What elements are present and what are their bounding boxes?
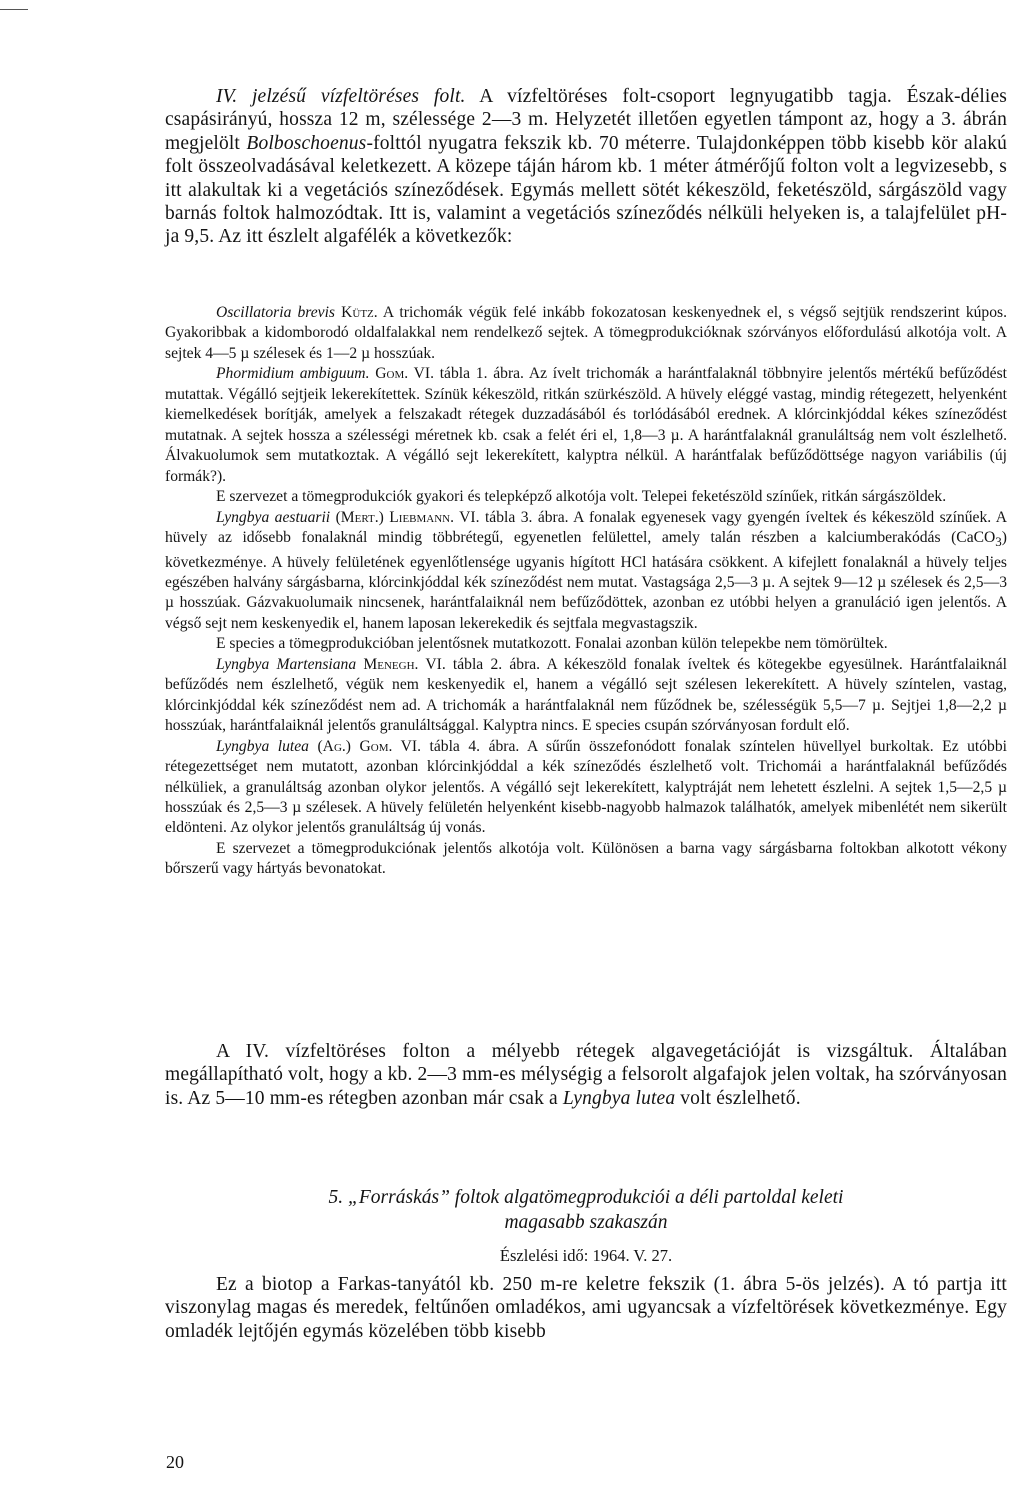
species-entry-lyngbya-lutea: Lyngbya lutea (Ag.) Gom. VI. tábla 4. ábra. A sűrűn összefonódott fonalak színtelen hüvellyel burkoltak. Ez utóbbi rétegezettséget nem mutatott, azonban klórcinkjóddal a kék színeződés észlelhető volt. Trichomái a harántfalaknál befűződés nélküliek, a granuláltság azonban olykor jelentős. A végálló sejt lekerekített, kalyptráját nem lehetett észlelni. A sejtek 1,5—2,5 µ hosszúak és 2,5—3 µ szélesek. A hüvely felületén helyenként kisebb-nagyobb halmazok találhatók, amelyek mibenlétét nem sikerült eldönteni. Az olykor jelentős granuláltság új vonás. <box>165 737 1007 837</box>
section-iv-paragraph: IV. jelzésű vízfeltöréses folt. A vízfeltöréses folt-csoport legnyugatibb tagja. Észak-délies csapásirányú, hossza 12 m, szélessége 2—3 m. Helyzetét illetően egyetlen támpont az, hogy a 3. ábrán megjelölt Bolboschoenus-folttól nyugatra fekszik kb. 70 méterre. Tulajdonképpen több kisebb kör alakú folt összeolvadásával keletkezett. A közepe táján három kb. 1 méter átmérőjű folton volt a legvizesebb, s itt alakultak ki a vegetációs színeződések. Egymás mellett sötét kékeszöld, feketészöld, sárgászöld vagy barnás foltok halmozódtak. Itt is, valamint a vegetációs színeződés nélküli helyeken is, a talajfelület pH-ja 9,5. Az itt észlelt algafélék a következők: <box>165 86 1008 248</box>
species-entry-oscillatoria: Oscillatoria brevis Kütz. A trichomák végük felé inkább fokozatosan keskenyednek el, s végső sejtjük rendszerint kúpos. Gyakoribbak a kidomborodó oldalfalakkal nem rendelkező sejtek. A tömegprodukcióknak szórványos előfordulású alkotója volt. A sejtek 4—5 µ szélesek és 1—2 µ hosszúak. <box>165 304 1007 362</box>
species-list <box>165 303 1007 880</box>
species-author: (Mert.) Liebmann. <box>335 508 455 526</box>
species-author: Kütz. <box>341 304 378 321</box>
page-number: 20 <box>166 1452 184 1472</box>
species-name: Lyngbya Martensiana <box>216 655 357 673</box>
species-author: (Ag.) Gom. <box>317 737 393 755</box>
section-5-heading-line1: 5. „Forráskás” foltok algatömegprodukciói a déli partoldal keleti <box>328 1187 844 1208</box>
species-author: Menegh. <box>363 655 419 673</box>
species-note-lyngbya-aestuarii: E species a tömegprodukcióban jelentősnek mutatkozott. Fonalai azonban külön telepekbe nem tömörültek. <box>216 635 888 653</box>
species-bolboschoenus: Bolboschoenus <box>246 132 367 154</box>
species-entry-phormidium: Phormidium ambiguum. Gom. VI. tábla 1. ábra. Az ívelt trichomák a harántfalaknál többnyire jelentős mértékű befűződést mutattak. Végálló sejtjeik lekerekítettek. Színük kékeszöld, ritkán szürkészöld. A hüvely eléggé vastag, mindig rétegezett, helyenként kiemelkedések borítják, amelyek a felszakadt rétegek duzzadásából és torlódásából erednek. A klórcinkjóddal kékes színeződést mutatnak. A sejtek hossza a szélességi méretnek kb. csak a felét éri el, 1,8—3 µ. A harántfalaknál granuláltság nem volt észlelhető. Álvakuolumok sem mutatkoztak. A végálló sejt lekerekített, kalyptra nélkül. A harántfalak befűződöttsége nagyon variábilis (új formák?). <box>165 365 1008 485</box>
species-lyngbya-lutea: Lyngbya lutea <box>562 1087 676 1109</box>
species-name: Lyngbya aestuarii <box>216 508 331 526</box>
section-5-paragraph: Ez a biotop a Farkas-tanyától kb. 250 m-re keletre fekszik (1. ábra 5-ös jelzés). A tó partja itt viszonylag magas és meredek, feltűnően omladékos, ami ugyancsak a vízfeltörések következménye. Egy omladék lejtőjén egymás közelében több kisebb <box>165 1274 1007 1342</box>
species-name: Phormidium ambiguum. <box>216 365 370 383</box>
scan-edge-mark <box>0 9 28 10</box>
summary-paragraph: A IV. vízfeltöréses folton a mélyebb rétegek algavegetációját is vizsgáltuk. Általában megállapítható volt, hogy a kb. 2—3 mm-es mélységig a felsorolt algafajok jelen voltak, ha szórványosan is. Az 5—10 mm-es rétegben azonban már csak a Lyngbya lutea volt észlelhető. <box>165 1041 1007 1109</box>
species-name: Oscillatoria brevis <box>216 304 336 321</box>
species-name: Lyngbya lutea <box>216 737 309 755</box>
species-author: Gom. <box>375 365 409 383</box>
observation-date: Észlelési idő: 1964. V. 27. <box>499 1246 673 1265</box>
species-note-phormidium: E szervezet a tömegprodukciók gyakori és telepképző alkotója volt. Telepei feketészöld színűek, ritkán sárgászöldek. <box>216 488 947 506</box>
section-5-heading-line2: magasabb szakaszán <box>504 1212 668 1233</box>
species-note-lyngbya-lutea: E szervezet a tömegprodukciónak jelentős alkotója volt. Különösen a barna vagy sárgásbarna foltokban alkotott vékony bőrszerű vagy hártyás bevonatokat. <box>165 839 1007 878</box>
section-iv-title: IV. jelzésű vízfeltöréses folt. <box>216 86 466 107</box>
species-entry-lyngbya-aestuarii: Lyngbya aestuarii (Mert.) Liebmann. VI. tábla 3. ábra. A fonalak egyenesek vagy gyengén íveltek és kékeszöld színűek. A hüvely az idősebb fonalaknál mindig többrétegű, egyenetlen felülettel, amely talán részben a kalciumberakódás (CaCO$_3$) következménye. A hüvely felületének egyenlőtlensége ugyanis hígított HCl hatására csökkent. A kifejlett fonalaknál a hüvely teljes egészében halvány sárgásbarna, klórcinkjóddal kék színeződést nem mutat. Vastagsága 2,5—3 µ. A sejtek 9—12 µ szélesek és 2,5—3 µ hosszúak. Gázvakuolumaik nincsenek, harántfalaiknál nem befűződöttek, azonban ez utóbbi helyen a granuláció igen jelentős. A végső sejt nem keskenyedik el, hanem laposan lekerekedik és sejtfala megvastagszik. <box>165 508 1007 632</box>
species-entry-lyngbya-martensiana: Lyngbya Martensiana Menegh. VI. tábla 2. ábra. A kékeszöld fonalak íveltek és kötegekbe egyesülnek. Harántfalaiknál befűződés nem észlelhető, végük nem keskenyedik el, hanem a végálló sejt szélesen lekerekített. A hüvely színtelen, vastag, klórcinkjóddal kék színeződést nem ad. A trichomák a harántfalaknál nem fűződnek be, szélességük 5,5—7 µ. Sejtjei 1,8—2,2 µ hosszúak, harántfalaiknál jelentős granuláltsággal. Kalyptra nincs. E species csupán szórványosan fordult elő. <box>165 655 1007 735</box>
